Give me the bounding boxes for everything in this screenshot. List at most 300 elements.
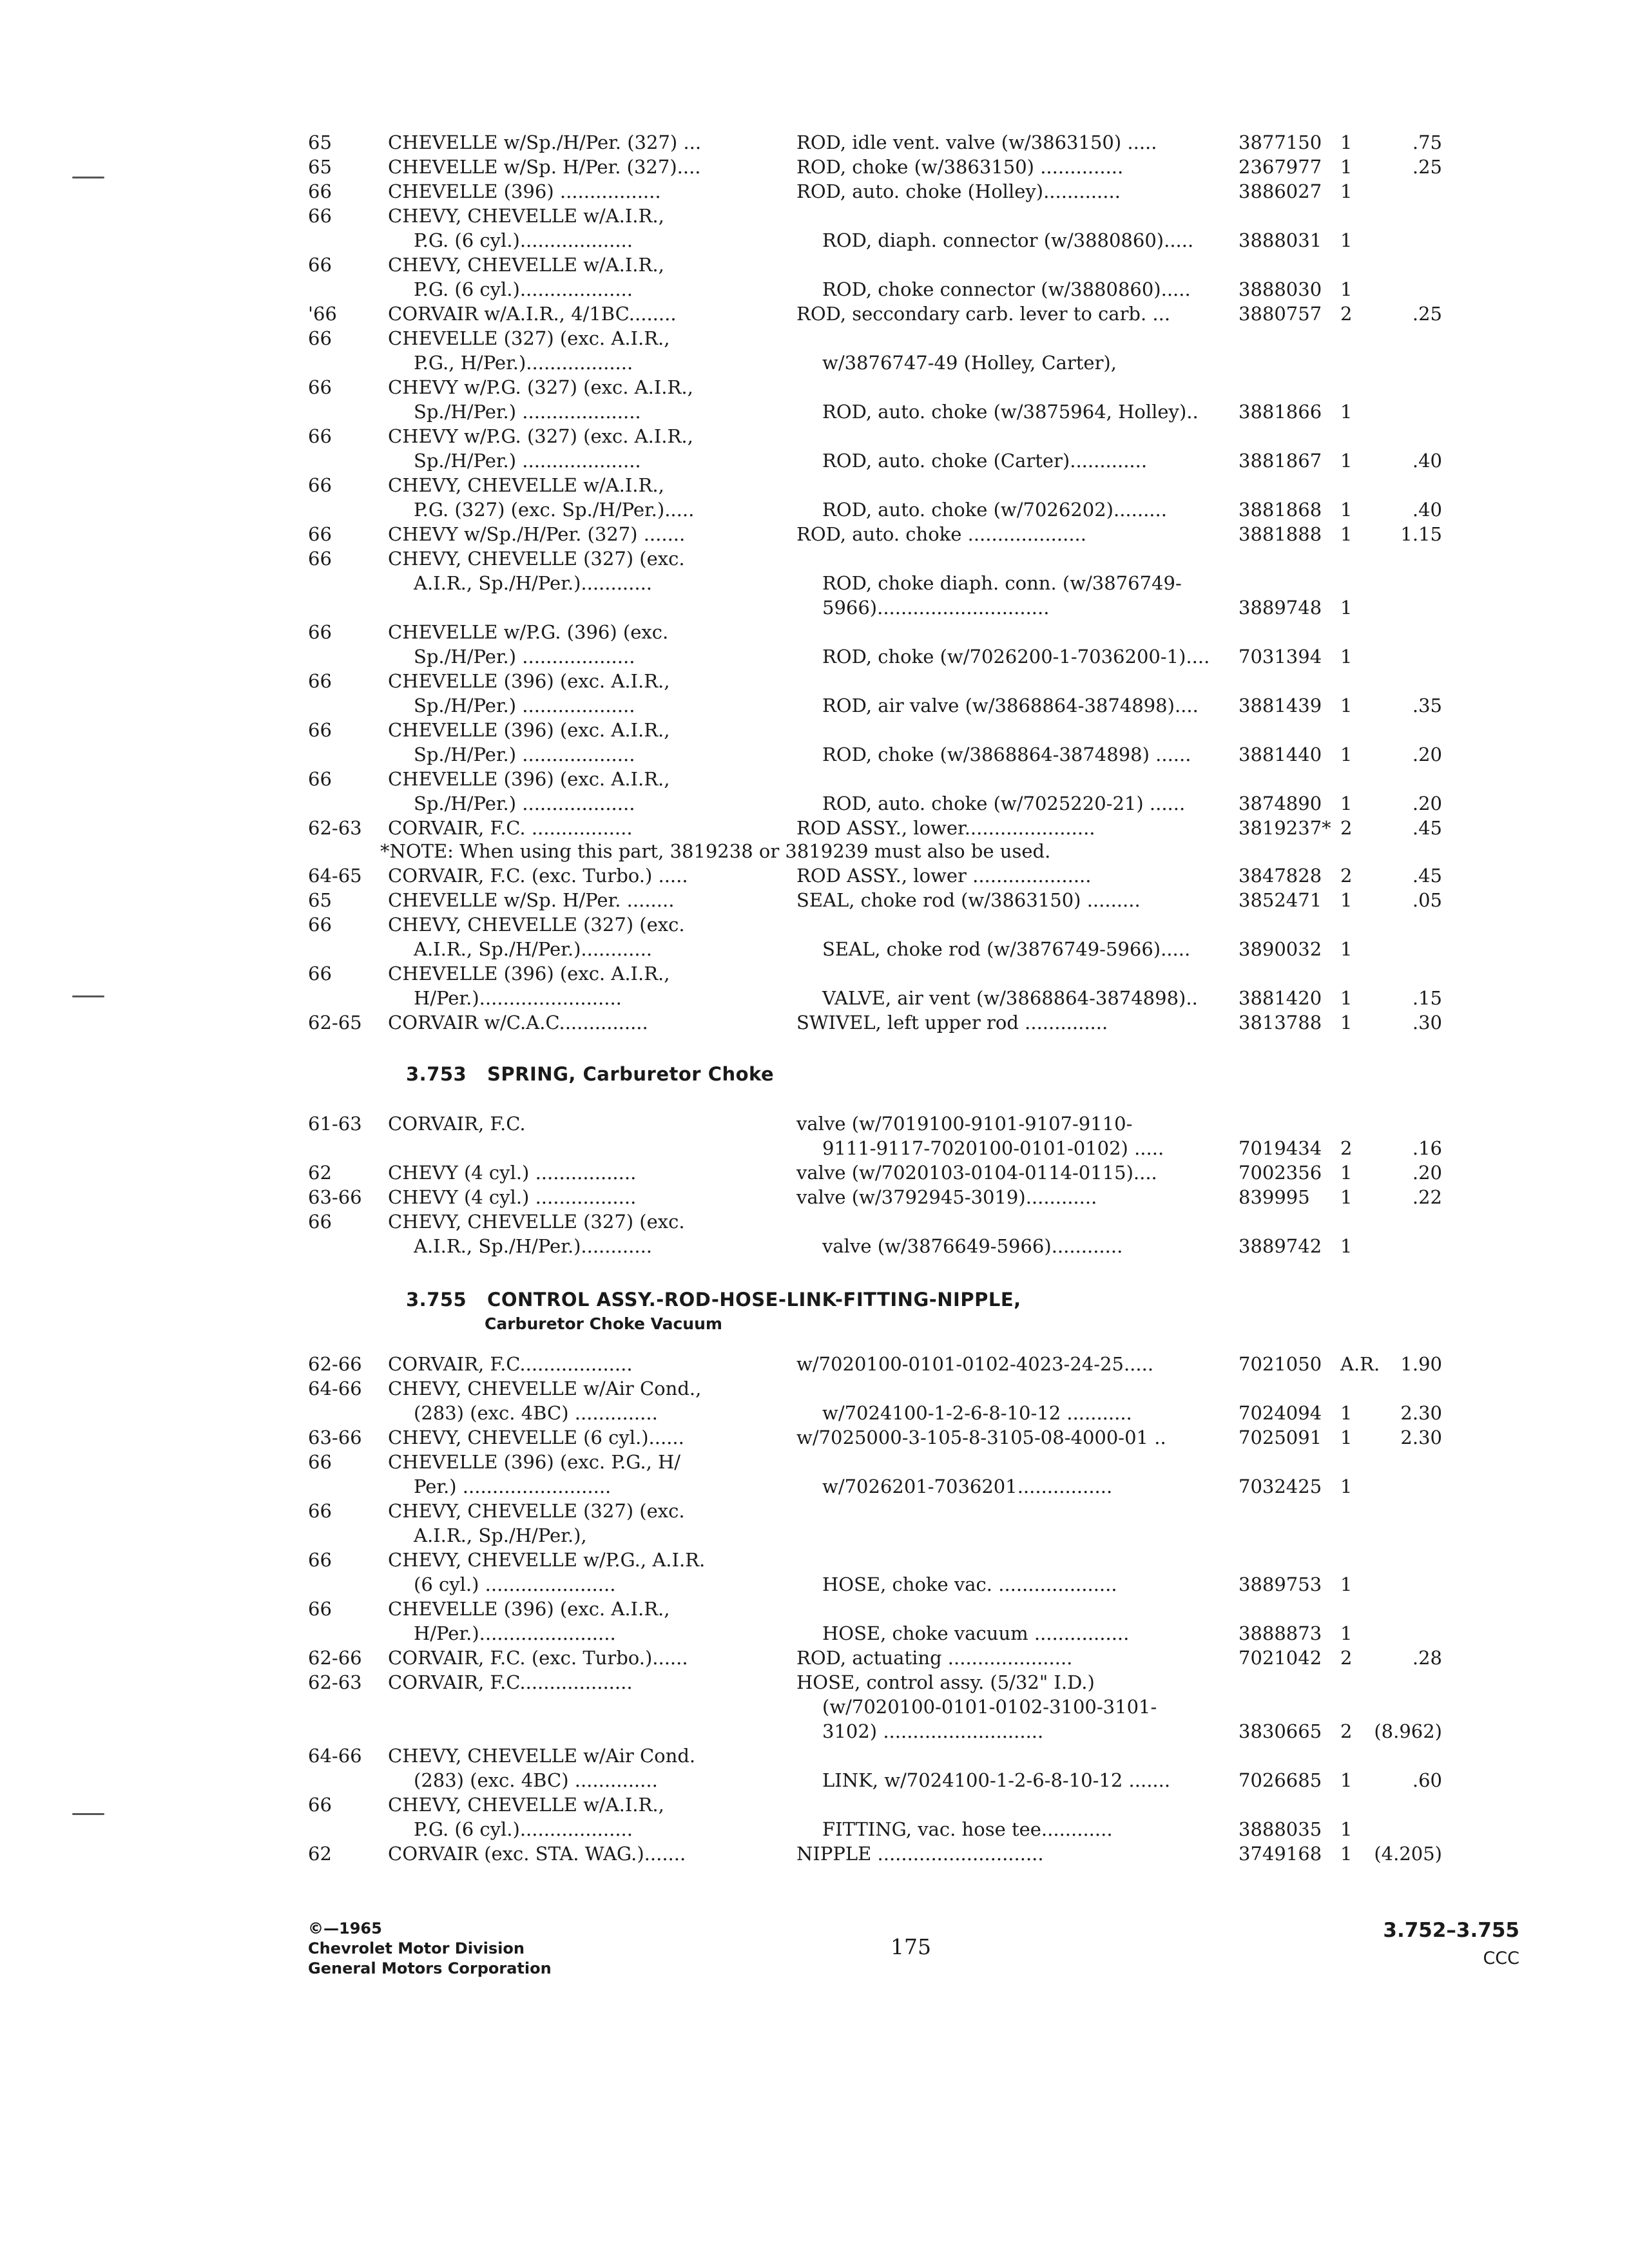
- row-line: [0, 497, 1629, 522]
- application: CHEVY, CHEVELLE w/A.I.R.,: [388, 205, 664, 227]
- part-description: SWIVEL, left upper rod ..............: [796, 1012, 1108, 1033]
- parts-row: [0, 1111, 1629, 1160]
- part-description: ROD, diaph. connector (w/3880860).....: [822, 229, 1194, 251]
- part-number: 3847828: [1239, 865, 1322, 887]
- row-line: [0, 1010, 1629, 1035]
- application: CORVAIR, F.C. .................: [388, 817, 633, 839]
- quantity: 1: [1340, 793, 1353, 814]
- part-description: VALVE, air vent (w/3868864-3874898)..: [822, 987, 1198, 1009]
- quantity: 2: [1340, 865, 1353, 887]
- parts-row: [0, 546, 1629, 620]
- price: .22: [1412, 1186, 1442, 1208]
- part-description: 9111-9117-7020100-0101-0102) .....: [822, 1137, 1164, 1159]
- model-year: 65: [308, 131, 332, 153]
- part-number: 7002356: [1239, 1162, 1322, 1184]
- part-number: 3881420: [1239, 987, 1322, 1009]
- row-line: [0, 253, 1629, 277]
- row-line: [0, 424, 1629, 448]
- parts-row: [0, 863, 1629, 888]
- part-number: 7026685: [1239, 1769, 1322, 1791]
- model-year: 66: [308, 474, 332, 496]
- row-line: [0, 204, 1629, 228]
- part-description: ROD, choke connector (w/3880860).....: [822, 278, 1191, 300]
- parts-row: [0, 1792, 1629, 1841]
- row-line: [0, 179, 1629, 204]
- application: Sp./H/Per.) ....................: [414, 401, 641, 423]
- application: CHEVELLE w/Sp./H/Per. (327) ...: [388, 131, 702, 153]
- part-description: w/7024100-1-2-6-8-10-12 ...........: [822, 1402, 1132, 1424]
- application: CHEVELLE w/Sp. H/Per. ........: [388, 889, 675, 911]
- model-year: 66: [308, 180, 332, 202]
- part-description: 5966).............................: [822, 597, 1050, 619]
- application: A.I.R., Sp./H/Per.)............: [414, 938, 653, 960]
- row-line: [0, 277, 1629, 302]
- part-number: 2367977: [1239, 156, 1322, 178]
- quantity: 1: [1340, 401, 1353, 423]
- application: CHEVY w/Sp./H/Per. (327) .......: [388, 523, 686, 545]
- punch-mark: [72, 1813, 104, 1815]
- part-description: ROD, choke (w/3863150) ..............: [796, 156, 1124, 178]
- row-line: [0, 888, 1629, 912]
- row-line: [0, 1474, 1629, 1499]
- part-number: 3881888: [1239, 523, 1322, 545]
- application: P.G., H/Per.)..................: [414, 352, 633, 374]
- section-3753-number: 3.753: [406, 1063, 467, 1085]
- application: H/Per.).......................: [414, 1622, 616, 1644]
- section-3753-heading: [406, 1063, 774, 1085]
- price: .28: [1412, 1647, 1442, 1669]
- part-description: ROD, auto. choke (w/3875964, Holley)..: [822, 401, 1199, 423]
- application: Sp./H/Per.) ....................: [414, 450, 641, 472]
- row-line: [0, 1401, 1629, 1425]
- row-line: [0, 937, 1629, 961]
- model-year: 66: [308, 523, 332, 545]
- row-line: [0, 1523, 1629, 1548]
- quantity: 1: [1340, 180, 1353, 202]
- application: P.G. (327) (exc. Sp./H/Per.).....: [414, 499, 695, 521]
- quantity: A.R.: [1340, 1353, 1380, 1375]
- model-year: 66: [308, 205, 332, 227]
- row-line: [0, 1621, 1629, 1646]
- application: (283) (exc. 4BC) ..............: [414, 1402, 658, 1424]
- price: .45: [1412, 817, 1442, 839]
- quantity: 1: [1340, 1818, 1353, 1840]
- part-number: 3886027: [1239, 180, 1322, 202]
- row-line: [0, 1111, 1629, 1136]
- model-year: 66: [308, 914, 332, 936]
- row-line: [0, 912, 1629, 937]
- parts-row: [0, 1160, 1629, 1185]
- application: CHEVELLE (396) (exc. A.I.R.,: [388, 670, 670, 692]
- part-number: 3889748: [1239, 597, 1322, 619]
- application: CHEVELLE w/Sp. H/Per. (327)....: [388, 156, 701, 178]
- quantity: 2: [1340, 1137, 1353, 1159]
- part-description: ROD, auto. choke (w/7026202).........: [822, 499, 1167, 521]
- part-number: 3880757: [1239, 303, 1322, 325]
- quantity: 1: [1340, 597, 1353, 619]
- quantity: 1: [1340, 646, 1353, 668]
- model-year: 63-66: [308, 1186, 362, 1208]
- part-number: 3888035: [1239, 1818, 1322, 1840]
- quantity: 1: [1340, 695, 1353, 716]
- row-line: [0, 1234, 1629, 1258]
- parts-row: [0, 1744, 1629, 1792]
- price: 2.30: [1400, 1427, 1442, 1448]
- row-line: [0, 669, 1629, 693]
- part-description: w/7025000-3-105-8-3105-08-4000-01 ..: [796, 1427, 1166, 1448]
- model-year: 64-65: [308, 865, 362, 887]
- application: CHEVY (4 cyl.) .................: [388, 1186, 637, 1208]
- application: CHEVY, CHEVELLE w/A.I.R.,: [388, 254, 664, 276]
- application: Sp./H/Per.) ...................: [414, 744, 635, 765]
- quantity: 2: [1340, 1720, 1353, 1742]
- part-description: ROD, choke (w/7026200-1-7036200-1)....: [822, 646, 1210, 668]
- application: A.I.R., Sp./H/Per.)............: [414, 572, 653, 594]
- application: P.G. (6 cyl.)...................: [414, 1818, 633, 1840]
- application: CHEVY, CHEVELLE (6 cyl.)......: [388, 1427, 684, 1448]
- quantity: 1: [1340, 1012, 1353, 1033]
- application: H/Per.)........................: [414, 987, 622, 1009]
- quantity: 2: [1340, 817, 1353, 839]
- row-line: [0, 1136, 1629, 1160]
- quantity: 1: [1340, 1843, 1353, 1865]
- parts-row: [0, 816, 1629, 840]
- application: CHEVY w/P.G. (327) (exc. A.I.R.,: [388, 376, 693, 398]
- price: (8.962): [1374, 1720, 1442, 1742]
- application: CORVAIR w/A.I.R., 4/1BC........: [388, 303, 677, 325]
- parts-row: [0, 155, 1629, 179]
- row-line: [0, 228, 1629, 253]
- row-line: [0, 1817, 1629, 1841]
- quantity: 1: [1340, 131, 1353, 153]
- model-year: 66: [308, 768, 332, 790]
- part-description: SEAL, choke rod (w/3876749-5966).....: [822, 938, 1191, 960]
- row-line: [0, 1548, 1629, 1572]
- part-description: valve (w/3876649-5966)............: [822, 1235, 1123, 1257]
- row-line: [0, 546, 1629, 571]
- row-line: [0, 1499, 1629, 1523]
- row-line: [0, 767, 1629, 791]
- application: CHEVELLE (396) (exc. A.I.R.,: [388, 1598, 670, 1620]
- application: CHEVELLE (396) (exc. A.I.R.,: [388, 768, 670, 790]
- quantity: 1: [1340, 229, 1353, 251]
- footer-copyright: ©—1965: [308, 1919, 382, 1937]
- model-year: 66: [308, 376, 332, 398]
- application: (283) (exc. 4BC) ..............: [414, 1769, 658, 1791]
- application: Sp./H/Per.) ...................: [414, 793, 635, 814]
- application: A.I.R., Sp./H/Per.),: [414, 1524, 587, 1546]
- model-year: 64-66: [308, 1378, 362, 1399]
- model-year: 66: [308, 1211, 332, 1233]
- parts-row: [0, 204, 1629, 253]
- part-description: ROD ASSY., lower......................: [796, 817, 1095, 839]
- row-line: [0, 130, 1629, 155]
- row-line: [0, 1425, 1629, 1450]
- part-description: ROD, choke diaph. conn. (w/3876749-: [822, 572, 1182, 594]
- parts-row: [0, 1841, 1629, 1866]
- part-number: 3852471: [1239, 889, 1322, 911]
- part-number: 839995: [1239, 1186, 1310, 1208]
- model-year: 66: [308, 719, 332, 741]
- part-number: 3819237*: [1239, 817, 1331, 839]
- model-year: 66: [308, 327, 332, 349]
- row-line: [0, 522, 1629, 546]
- model-year: 62: [308, 1843, 332, 1865]
- application: CHEVY, CHEVELLE (327) (exc.: [388, 548, 685, 570]
- part-description: ROD, idle vent. valve (w/3863150) .....: [796, 131, 1157, 153]
- part-number: 3889753: [1239, 1573, 1322, 1595]
- quantity: 1: [1340, 1475, 1353, 1497]
- row-line: [0, 816, 1629, 840]
- part-description: HOSE, control assy. (5/32" I.D.): [796, 1671, 1095, 1693]
- application: CHEVY, CHEVELLE w/A.I.R.,: [388, 1794, 664, 1816]
- price: .15: [1412, 987, 1442, 1009]
- price: .40: [1412, 499, 1442, 521]
- part-description: FITTING, vac. hose tee............: [822, 1818, 1113, 1840]
- row-line: [0, 375, 1629, 399]
- model-year: 62-65: [308, 1012, 362, 1033]
- parts-row: [0, 1597, 1629, 1646]
- parts-row: [0, 424, 1629, 473]
- parts-row: [0, 375, 1629, 424]
- model-year: 66: [308, 670, 332, 692]
- row-line: [0, 473, 1629, 497]
- part-description: NIPPLE ............................: [796, 1843, 1044, 1865]
- parts-row: [0, 1352, 1629, 1376]
- parts-row: [0, 669, 1629, 718]
- model-year: 62-66: [308, 1353, 362, 1375]
- application: CORVAIR, F.C...................: [388, 1353, 633, 1375]
- application: CHEVY w/P.G. (327) (exc. A.I.R.,: [388, 425, 693, 447]
- part-number: 3813788: [1239, 1012, 1322, 1033]
- price: .25: [1412, 156, 1442, 178]
- application: CHEVELLE (396) (exc. A.I.R.,: [388, 719, 670, 741]
- footer-division: Chevrolet Motor Division: [308, 1939, 525, 1957]
- price: 1.15: [1400, 523, 1442, 545]
- price: .20: [1412, 1162, 1442, 1184]
- model-year: 62: [308, 1162, 332, 1184]
- quantity: 1: [1340, 1427, 1353, 1448]
- part-description: ROD, choke (w/3868864-3874898) ......: [822, 744, 1191, 765]
- quantity: 1: [1340, 987, 1353, 1009]
- application: CORVAIR w/C.A.C...............: [388, 1012, 648, 1033]
- parts-row: [0, 1010, 1629, 1035]
- model-year: 66: [308, 254, 332, 276]
- row-line: [0, 1160, 1629, 1185]
- part-description: valve (w/3792945-3019)............: [796, 1186, 1097, 1208]
- part-number: 7031394: [1239, 646, 1322, 668]
- quantity: 2: [1340, 303, 1353, 325]
- row-line: [0, 1670, 1629, 1695]
- price: .35: [1412, 695, 1442, 716]
- model-year: 66: [308, 548, 332, 570]
- application: CHEVY, CHEVELLE w/A.I.R.,: [388, 474, 664, 496]
- row-line: [0, 1597, 1629, 1621]
- parts-row: [0, 326, 1629, 375]
- part-description: ROD ASSY., lower ....................: [796, 865, 1092, 887]
- parts-row: [0, 130, 1629, 155]
- part-number: 3889742: [1239, 1235, 1322, 1257]
- quantity: 1: [1340, 156, 1353, 178]
- price: .05: [1412, 889, 1442, 911]
- part-description: ROD, auto. choke ....................: [796, 523, 1086, 545]
- row-line: [0, 1450, 1629, 1474]
- row-line: [0, 571, 1629, 595]
- price: .75: [1412, 131, 1442, 153]
- row-line: [0, 1841, 1629, 1866]
- quantity: 1: [1340, 1769, 1353, 1791]
- model-year: 66: [308, 1794, 332, 1816]
- application: CHEVELLE (327) (exc. A.I.R.,: [388, 327, 670, 349]
- part-description: ROD, actuating .....................: [796, 1647, 1073, 1669]
- application: CHEVELLE w/P.G. (396) (exc.: [388, 621, 669, 643]
- parts-row: [0, 473, 1629, 522]
- row-line: [0, 399, 1629, 424]
- part-number: 3749168: [1239, 1843, 1322, 1865]
- row-line: [0, 1185, 1629, 1209]
- price: .25: [1412, 303, 1442, 325]
- application: CORVAIR, F.C. (exc. Turbo.)......: [388, 1647, 688, 1669]
- model-year: 63-66: [308, 1427, 362, 1448]
- part-description: w/3876747-49 (Holley, Carter),: [822, 352, 1117, 374]
- model-year: 62-66: [308, 1647, 362, 1669]
- model-year: 65: [308, 889, 332, 911]
- row-line: [0, 863, 1629, 888]
- quantity: 1: [1340, 499, 1353, 521]
- price: .20: [1412, 793, 1442, 814]
- row-line: [0, 742, 1629, 767]
- row-line: [0, 718, 1629, 742]
- parts-row: [0, 1209, 1629, 1258]
- row-line: [0, 1209, 1629, 1234]
- part-description: LINK, w/7024100-1-2-6-8-10-12 .......: [822, 1769, 1171, 1791]
- parts-row: [0, 1425, 1629, 1450]
- section-3755-subtitle: Carburetor Choke Vacuum: [485, 1314, 722, 1333]
- part-description: HOSE, choke vacuum ................: [822, 1622, 1130, 1644]
- section-3755-number: 3.755: [406, 1289, 467, 1311]
- part-number: 3890032: [1239, 938, 1322, 960]
- part-number: 3881866: [1239, 401, 1322, 423]
- application: CHEVY, CHEVELLE (327) (exc.: [388, 1211, 685, 1233]
- application: CORVAIR, F.C...................: [388, 1671, 633, 1693]
- quantity: 1: [1340, 1186, 1353, 1208]
- part-description: 3102) ...........................: [822, 1720, 1044, 1742]
- row-line: [0, 595, 1629, 620]
- part-description: ROD, seccondary carb. lever to carb. ...: [796, 303, 1171, 325]
- part-number: 3874890: [1239, 793, 1322, 814]
- section-3755-heading: [406, 1289, 1021, 1311]
- part-number: 7032425: [1239, 1475, 1322, 1497]
- row-line: [0, 1792, 1629, 1817]
- page-number: 175: [891, 1934, 931, 1959]
- quantity: 1: [1340, 1162, 1353, 1184]
- parts-row: [0, 1646, 1629, 1670]
- parts-row: [0, 767, 1629, 816]
- row-line: [0, 1646, 1629, 1670]
- part-number: 3881868: [1239, 499, 1322, 521]
- part-description: valve (w/7020103-0104-0114-0115)....: [796, 1162, 1157, 1184]
- part-description: w/7026201-7036201................: [822, 1475, 1113, 1497]
- part-description: w/7020100-0101-0102-4023-24-25.....: [796, 1353, 1154, 1375]
- row-line: [0, 644, 1629, 669]
- price: 1.90: [1400, 1353, 1442, 1375]
- application: CHEVY, CHEVELLE w/Air Cond.,: [388, 1378, 702, 1399]
- model-year: 66: [308, 963, 332, 985]
- part-number: 3888031: [1239, 229, 1322, 251]
- section-range: 3.752–3.755: [1383, 1919, 1519, 1942]
- application: Sp./H/Per.) ...................: [414, 646, 635, 668]
- application: CHEVY (4 cyl.) .................: [388, 1162, 637, 1184]
- quantity: 1: [1340, 938, 1353, 960]
- part-number: 7021042: [1239, 1647, 1322, 1669]
- price: (4.205): [1374, 1843, 1442, 1865]
- row-line: [0, 1744, 1629, 1768]
- application: CORVAIR (exc. STA. WAG.).......: [388, 1843, 686, 1865]
- application: P.G. (6 cyl.)...................: [414, 278, 633, 300]
- part-number: 3881867: [1239, 450, 1322, 472]
- part-number: 3881439: [1239, 695, 1322, 716]
- quantity: 1: [1340, 1402, 1353, 1424]
- application: P.G. (6 cyl.)...................: [414, 229, 633, 251]
- row-line: [0, 1352, 1629, 1376]
- quantity: 1: [1340, 450, 1353, 472]
- price: .20: [1412, 744, 1442, 765]
- application: CHEVY, CHEVELLE w/Air Cond.: [388, 1745, 696, 1767]
- application: A.I.R., Sp./H/Per.)............: [414, 1235, 653, 1257]
- catalog-code: CCC: [1483, 1948, 1519, 1968]
- row-line: [0, 791, 1629, 816]
- footer-corporation: General Motors Corporation: [308, 1959, 552, 1977]
- application: CHEVY, CHEVELLE (327) (exc.: [388, 1500, 685, 1522]
- model-year: '66: [308, 303, 337, 325]
- part-description: ROD, air valve (w/3868864-3874898)....: [822, 695, 1199, 716]
- application: (6 cyl.) ......................: [414, 1573, 616, 1595]
- row-line: [0, 1376, 1629, 1401]
- section-3755-title: CONTROL ASSY.-ROD-HOSE-LINK-FITTING-NIPPLE,: [487, 1289, 1021, 1311]
- parts-row: [0, 1499, 1629, 1548]
- model-year: 66: [308, 1451, 332, 1473]
- parts-row: [0, 1670, 1629, 1744]
- punch-mark: [72, 177, 104, 178]
- model-year: 66: [308, 621, 332, 643]
- row-line: [0, 448, 1629, 473]
- part-number: 3830665: [1239, 1720, 1322, 1742]
- application: Per.) .........................: [414, 1475, 612, 1497]
- parts-row: [0, 888, 1629, 912]
- part-number: 3888873: [1239, 1622, 1322, 1644]
- parts-row: [0, 1450, 1629, 1499]
- section-3753-title: SPRING, Carburetor Choke: [487, 1063, 775, 1085]
- part-number: 7021050: [1239, 1353, 1322, 1375]
- model-year: 62-63: [308, 817, 362, 839]
- part-description: HOSE, choke vac. ....................: [822, 1573, 1117, 1595]
- price: .40: [1412, 450, 1442, 472]
- part-description: SEAL, choke rod (w/3863150) .........: [796, 889, 1141, 911]
- row-line: [0, 155, 1629, 179]
- row-line: [0, 693, 1629, 718]
- model-year: 66: [308, 1500, 332, 1522]
- quantity: 1: [1340, 1573, 1353, 1595]
- quantity: 1: [1340, 744, 1353, 765]
- model-year: 64-66: [308, 1745, 362, 1767]
- quantity: 1: [1340, 1235, 1353, 1257]
- application: Sp./H/Per.) ...................: [414, 695, 635, 716]
- part-description: valve (w/7019100-9101-9107-9110-: [796, 1113, 1133, 1135]
- part-description: ROD, auto. choke (Carter).............: [822, 450, 1148, 472]
- row-line: [0, 961, 1629, 986]
- price: .30: [1412, 1012, 1442, 1033]
- part-number: 7019434: [1239, 1137, 1322, 1159]
